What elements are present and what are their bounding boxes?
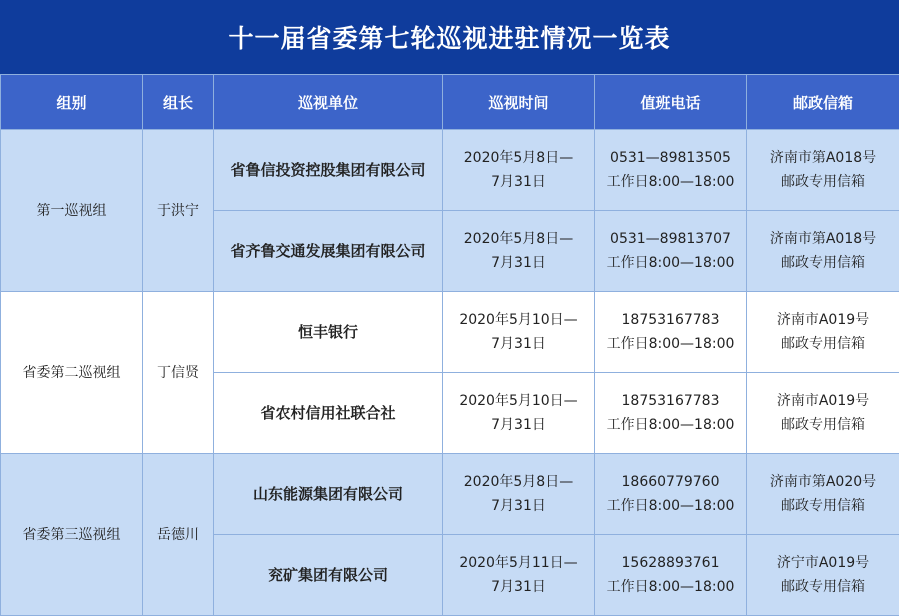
group-name: 第一巡视组 [1, 130, 143, 292]
mailbox-cell: 济南市第A018号 邮政专用信箱 [747, 130, 899, 211]
phone-cell: 0531—89813707 工作日8:00—18:00 [595, 211, 747, 292]
header-mailbox: 邮政信箱 [747, 75, 899, 130]
unit-cell: 山东能源集团有限公司 [214, 454, 443, 535]
header-leader: 组长 [143, 75, 214, 130]
header-phone: 值班电话 [595, 75, 747, 130]
header-time: 巡视时间 [443, 75, 595, 130]
mailbox-cell: 济南市第A018号 邮政专用信箱 [747, 211, 899, 292]
header-row [1, 75, 899, 130]
unit-cell: 兖矿集团有限公司 [214, 535, 443, 616]
mailbox-cell: 济南市A019号 邮政专用信箱 [747, 292, 899, 373]
unit-cell: 省鲁信投资控股集团有限公司 [214, 130, 443, 211]
group-leader: 于洪宁 [143, 130, 214, 292]
header-unit: 巡视单位 [214, 75, 443, 130]
group-leader: 丁信贤 [143, 292, 214, 454]
time-cell: 2020年5月8日— 7月31日 [443, 454, 595, 535]
header-group: 组别 [1, 75, 143, 130]
table-row [1, 454, 899, 535]
phone-cell: 15628893761 工作日8:00—18:00 [595, 535, 747, 616]
table-row [1, 130, 899, 211]
group-3 [1, 454, 899, 616]
group-2 [1, 292, 899, 454]
table-title: 十一届省委第七轮巡视进驻情况一览表 [228, 19, 670, 55]
unit-cell: 省齐鲁交通发展集团有限公司 [214, 211, 443, 292]
phone-cell: 18753167783 工作日8:00—18:00 [595, 373, 747, 454]
unit-cell: 省农村信用社联合社 [214, 373, 443, 454]
time-cell: 2020年5月8日— 7月31日 [443, 211, 595, 292]
group-1 [1, 130, 899, 292]
inspection-table [0, 74, 899, 616]
mailbox-cell: 济南市第A020号 邮政专用信箱 [747, 454, 899, 535]
mailbox-cell: 济南市A019号 邮政专用信箱 [747, 373, 899, 454]
mailbox-cell: 济宁市A019号 邮政专用信箱 [747, 535, 899, 616]
group-leader: 岳德川 [143, 454, 214, 616]
group-name: 省委第二巡视组 [1, 292, 143, 454]
phone-cell: 0531—89813505 工作日8:00—18:00 [595, 130, 747, 211]
time-cell: 2020年5月10日— 7月31日 [443, 373, 595, 454]
group-name: 省委第三巡视组 [1, 454, 143, 616]
time-cell: 2020年5月8日— 7月31日 [443, 130, 595, 211]
table-row [1, 292, 899, 373]
phone-cell: 18660779760 工作日8:00—18:00 [595, 454, 747, 535]
time-cell: 2020年5月11日— 7月31日 [443, 535, 595, 616]
phone-cell: 18753167783 工作日8:00—18:00 [595, 292, 747, 373]
unit-cell: 恒丰银行 [214, 292, 443, 373]
table-title-bar [0, 0, 899, 74]
time-cell: 2020年5月10日— 7月31日 [443, 292, 595, 373]
